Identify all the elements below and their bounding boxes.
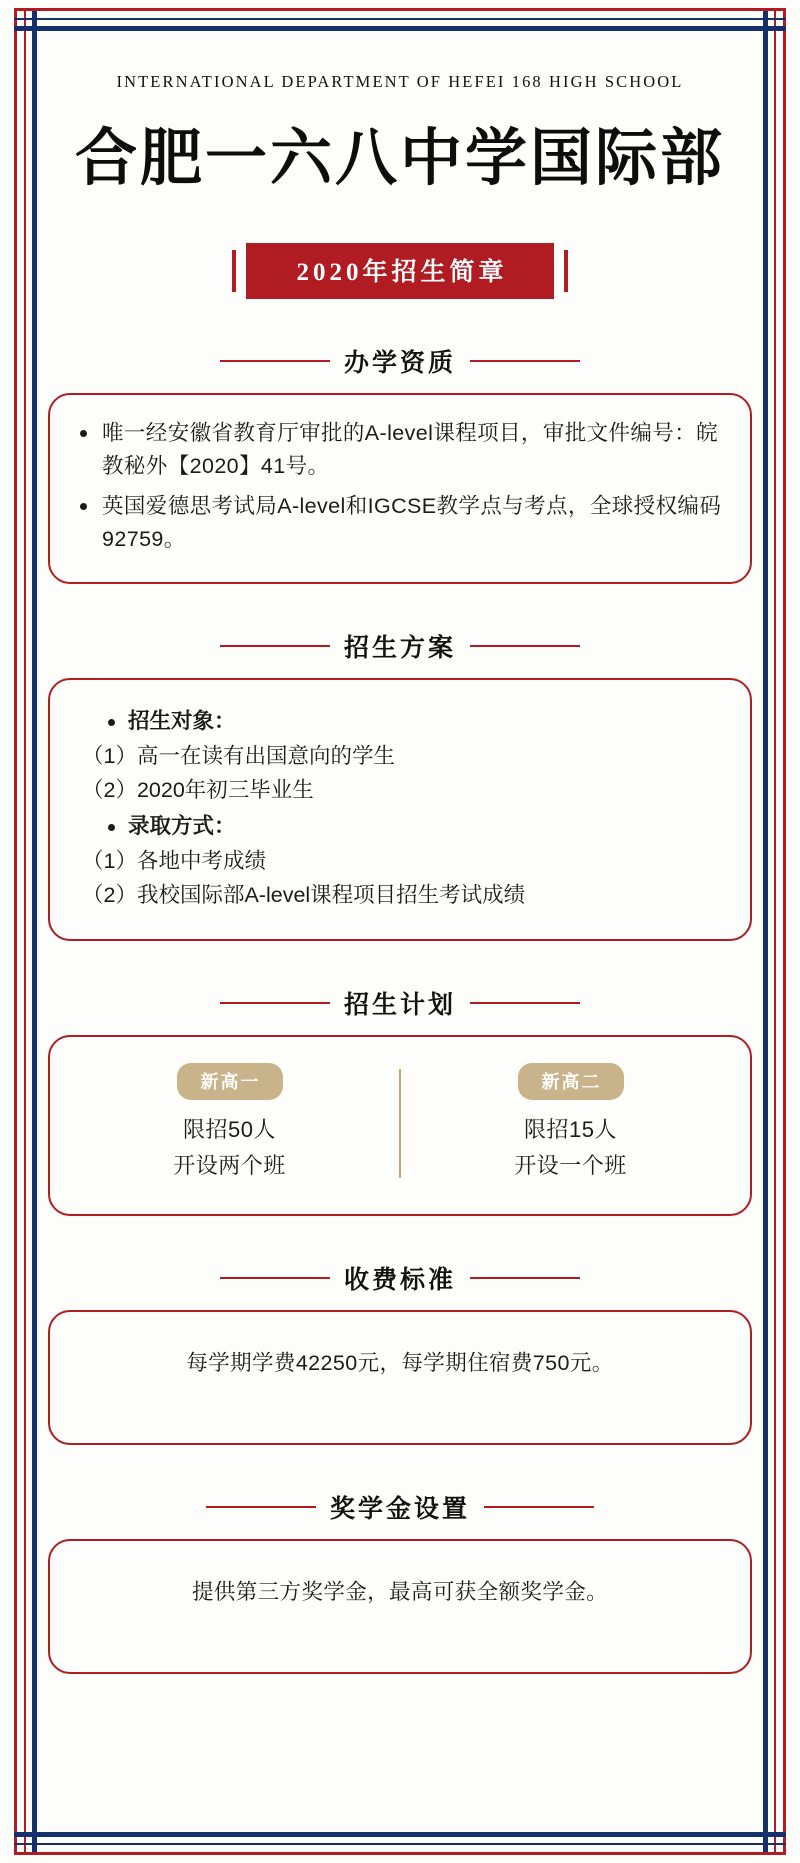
quota-count: 限招15人 — [524, 1116, 617, 1142]
border-rule-bottom-navy-thick — [14, 1832, 786, 1837]
content-column — [48, 40, 752, 1674]
section-header — [48, 985, 752, 1021]
plan-item: （1）各地中考成绩 — [82, 848, 266, 873]
border-rule-bottom-red — [14, 1852, 786, 1855]
page-title: 合肥一六八中学国际部 — [74, 125, 725, 193]
banner-tick-right — [564, 250, 568, 292]
plan-item: （2）2020年初三毕业生 — [82, 778, 314, 803]
section-rule-right — [470, 1277, 580, 1279]
fees-text: 每学期学费42250元，每学期住宿费750元。 — [186, 1351, 614, 1376]
status-badge: 新高一 — [177, 1063, 283, 1100]
scholarship-text: 提供第三方奖学金，最高可获全额奖学金。 — [191, 1580, 609, 1605]
section-admission-plan — [48, 628, 752, 940]
border-rule-left-red-thin — [24, 8, 26, 1855]
quota-classes: 开设一个班 — [514, 1152, 627, 1178]
quota-classes: 开设两个班 — [173, 1152, 286, 1178]
section-card — [48, 393, 752, 584]
qualification-list — [76, 417, 724, 556]
border-rule-left-navy-thick — [32, 8, 37, 1855]
section-rule-right — [470, 645, 580, 647]
banner-tick-left — [232, 250, 236, 292]
section-rule-left — [220, 645, 330, 647]
section-rule-left — [220, 1002, 330, 1004]
border-rule-left-red-outer — [14, 8, 17, 1855]
border-rule-right-red-outer — [783, 8, 786, 1855]
status-badge: 新高二 — [518, 1063, 624, 1100]
border-rule-right-red-thin — [774, 8, 776, 1855]
section-title: 奖学金设置 — [329, 1496, 470, 1524]
section-rule-left — [220, 1277, 330, 1279]
section-qualification — [48, 343, 752, 584]
border-rule-right-navy-thick — [763, 8, 768, 1855]
section-scholarship — [48, 1489, 752, 1674]
section-title: 收费标准 — [343, 1267, 456, 1295]
banner-row — [48, 243, 752, 299]
banner-label: 2020年招生简章 — [246, 243, 553, 299]
quota-column-grade1 — [70, 1063, 389, 1185]
quota-columns — [70, 1063, 730, 1185]
border-rule-top-red — [14, 8, 786, 11]
section-rule-left — [220, 360, 330, 362]
quota-count: 限招50人 — [183, 1116, 276, 1142]
section-card — [48, 1035, 752, 1217]
section-header — [48, 343, 752, 379]
section-title: 招生计划 — [343, 991, 456, 1019]
section-card — [48, 1310, 752, 1445]
section-header — [48, 1489, 752, 1525]
section-rule-left — [206, 1506, 316, 1508]
section-enrollment-quota — [48, 985, 752, 1217]
border-rule-top-navy-thin — [14, 18, 786, 20]
plan-item: （1）高一在读有出国意向的学生 — [82, 743, 395, 768]
quota-column-grade2 — [411, 1063, 730, 1185]
column-divider — [399, 1069, 401, 1179]
section-rule-right — [470, 1002, 580, 1004]
section-rule-right — [470, 360, 580, 362]
section-card — [48, 1539, 752, 1674]
section-title: 办学资质 — [343, 350, 456, 377]
plan-item: （2）我校国际部A-level课程项目招生考试成绩 — [82, 883, 526, 908]
section-card — [48, 678, 752, 940]
section-fees — [48, 1260, 752, 1445]
admission-plan-list — [76, 704, 724, 912]
list-item: 英国爱德思考试局A-level和IGCSE教学点与考点，全球授权编码92759。 — [76, 490, 724, 557]
plan-group-heading: 录取方式： — [76, 809, 724, 843]
border-rule-bottom-navy-thin — [14, 1843, 786, 1845]
border-rule-top-navy-thick — [14, 26, 786, 31]
list-item: 唯一经安徽省教育厅审批的A-level课程项目，审批文件编号：皖教秘外【2020】41号。 — [76, 417, 724, 484]
section-header — [48, 628, 752, 664]
plan-group-heading: 招生对象： — [76, 704, 724, 738]
section-header — [48, 1260, 752, 1296]
section-rule-right — [484, 1506, 594, 1508]
section-title: 招生方案 — [343, 635, 456, 663]
english-title: INTERNATIONAL DEPARTMENT OF HEFEI 168 HIGH SCHOOL — [116, 72, 684, 91]
